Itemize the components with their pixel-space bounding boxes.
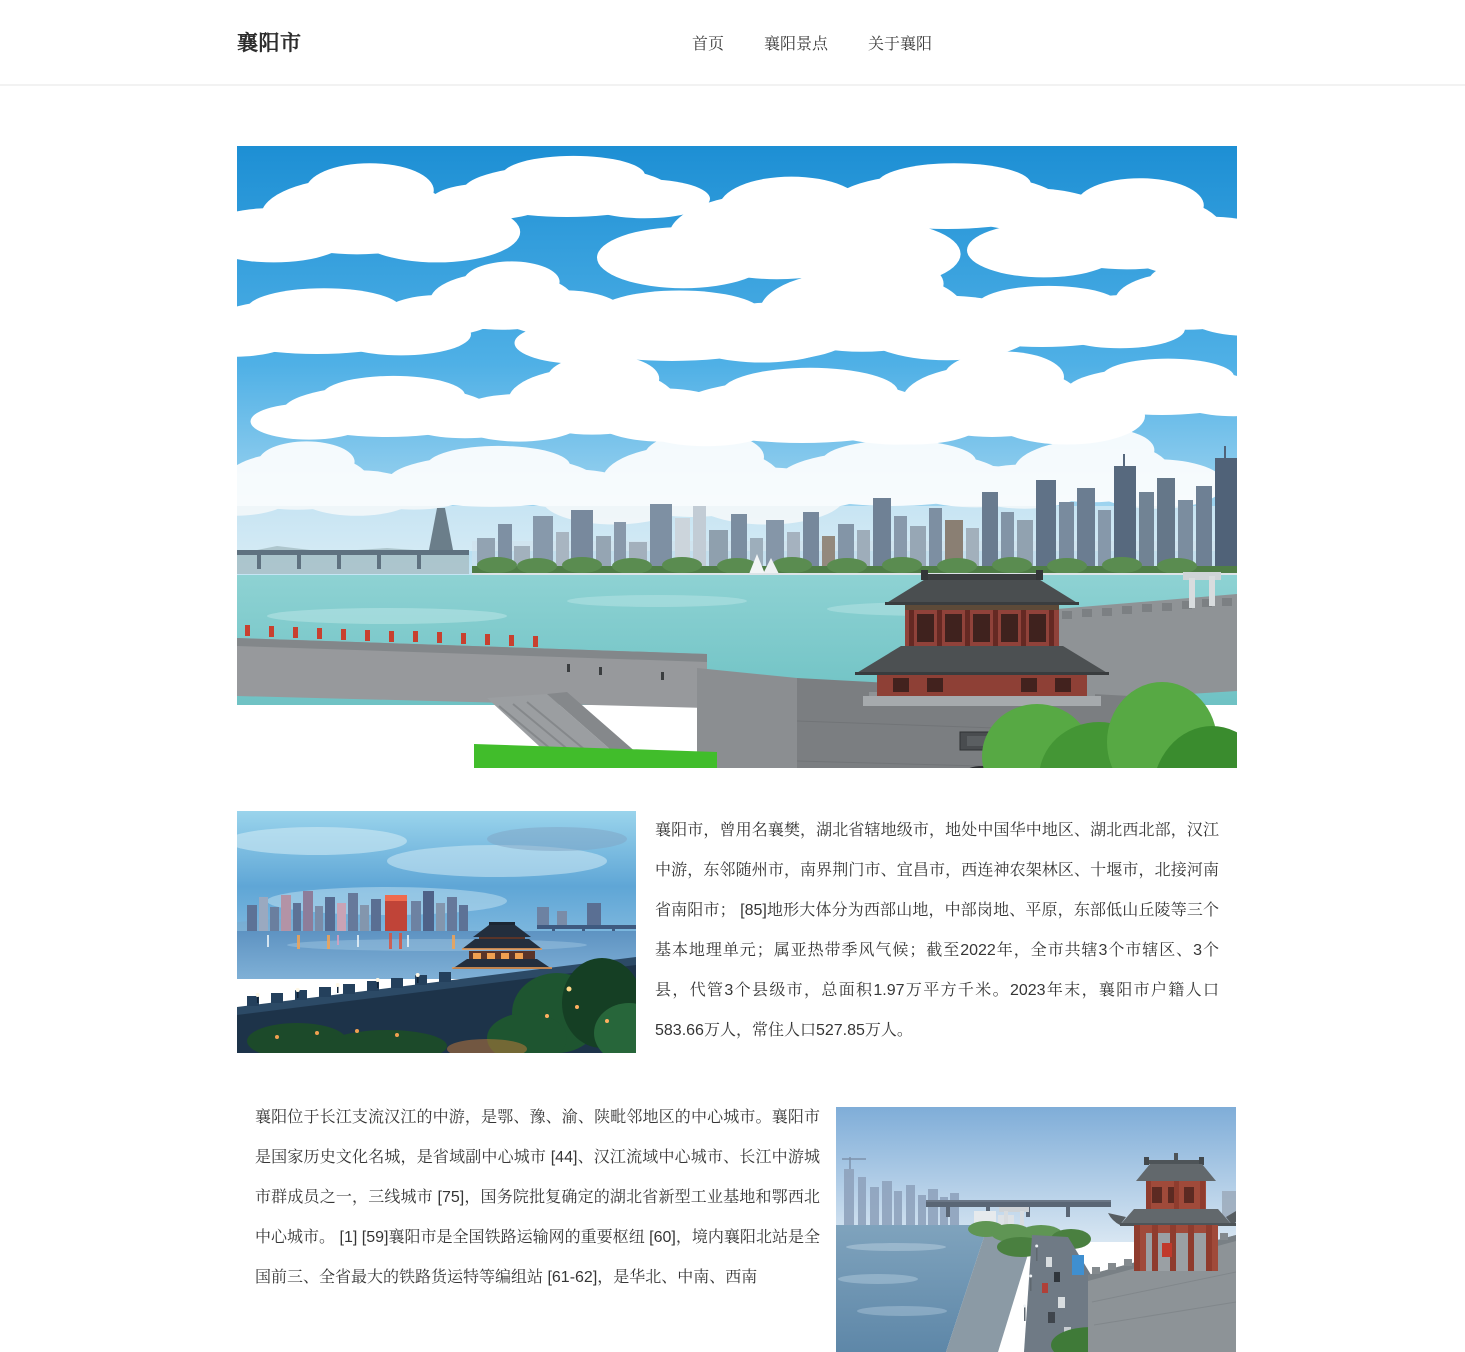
nav-link-about[interactable]: 关于襄阳 <box>867 35 932 53</box>
gate-tower-image <box>836 1107 1236 1352</box>
site-title-link[interactable]: 襄阳市 <box>237 32 302 55</box>
main-content <box>237 146 1237 1352</box>
hero-image <box>237 146 1237 768</box>
site-header <box>0 0 1465 86</box>
main-nav <box>692 31 932 54</box>
header-row <box>237 27 1237 57</box>
location-section <box>237 1098 1237 1352</box>
night-view-image <box>237 811 636 1053</box>
nav-link-home[interactable]: 首页 <box>691 35 724 53</box>
intro-paragraph: 襄阳市，曾用名襄樊，湖北省辖地级市，地处中国华中地区、湖北西北部，汉江中游，东邻随州市，南界荆门市、宜昌市，西连神农架林区、十堰市，北接河南省南阳市； [85]地形大体分为西部山地，中部岗地、平原，东部低山丘陵等三个基本地理单元；属亚热带季风气候；截至2022年，全市共辖3个市辖区、3个县，代管3个县级市，总面积1.97万平方千米。2023年末，襄阳市户籍人口583.66万人，常住人口527.85万人。 <box>655 822 1219 1039</box>
location-paragraph: 襄阳位于长江支流汉江的中游，是鄂、豫、渝、陕毗邻地区的中心城市。襄阳市是国家历史文化名城，是省域副中心城市 [44]、汉江流域中心城市、长江中游城市群成员之一，三线城市 [75]，国务院批复确定的湖北省新型工业基地和鄂西北中心城市。 [1] [59]襄阳市是全国铁路运输网的重要枢纽 [60]，境内襄阳北站是全国前三、全省最大的铁路货运特等编组站 [61-62]，是华北、中南、西南 <box>255 1109 820 1286</box>
intro-section <box>237 811 1237 1053</box>
nav-link-attractions[interactable]: 襄阳景点 <box>763 35 828 53</box>
